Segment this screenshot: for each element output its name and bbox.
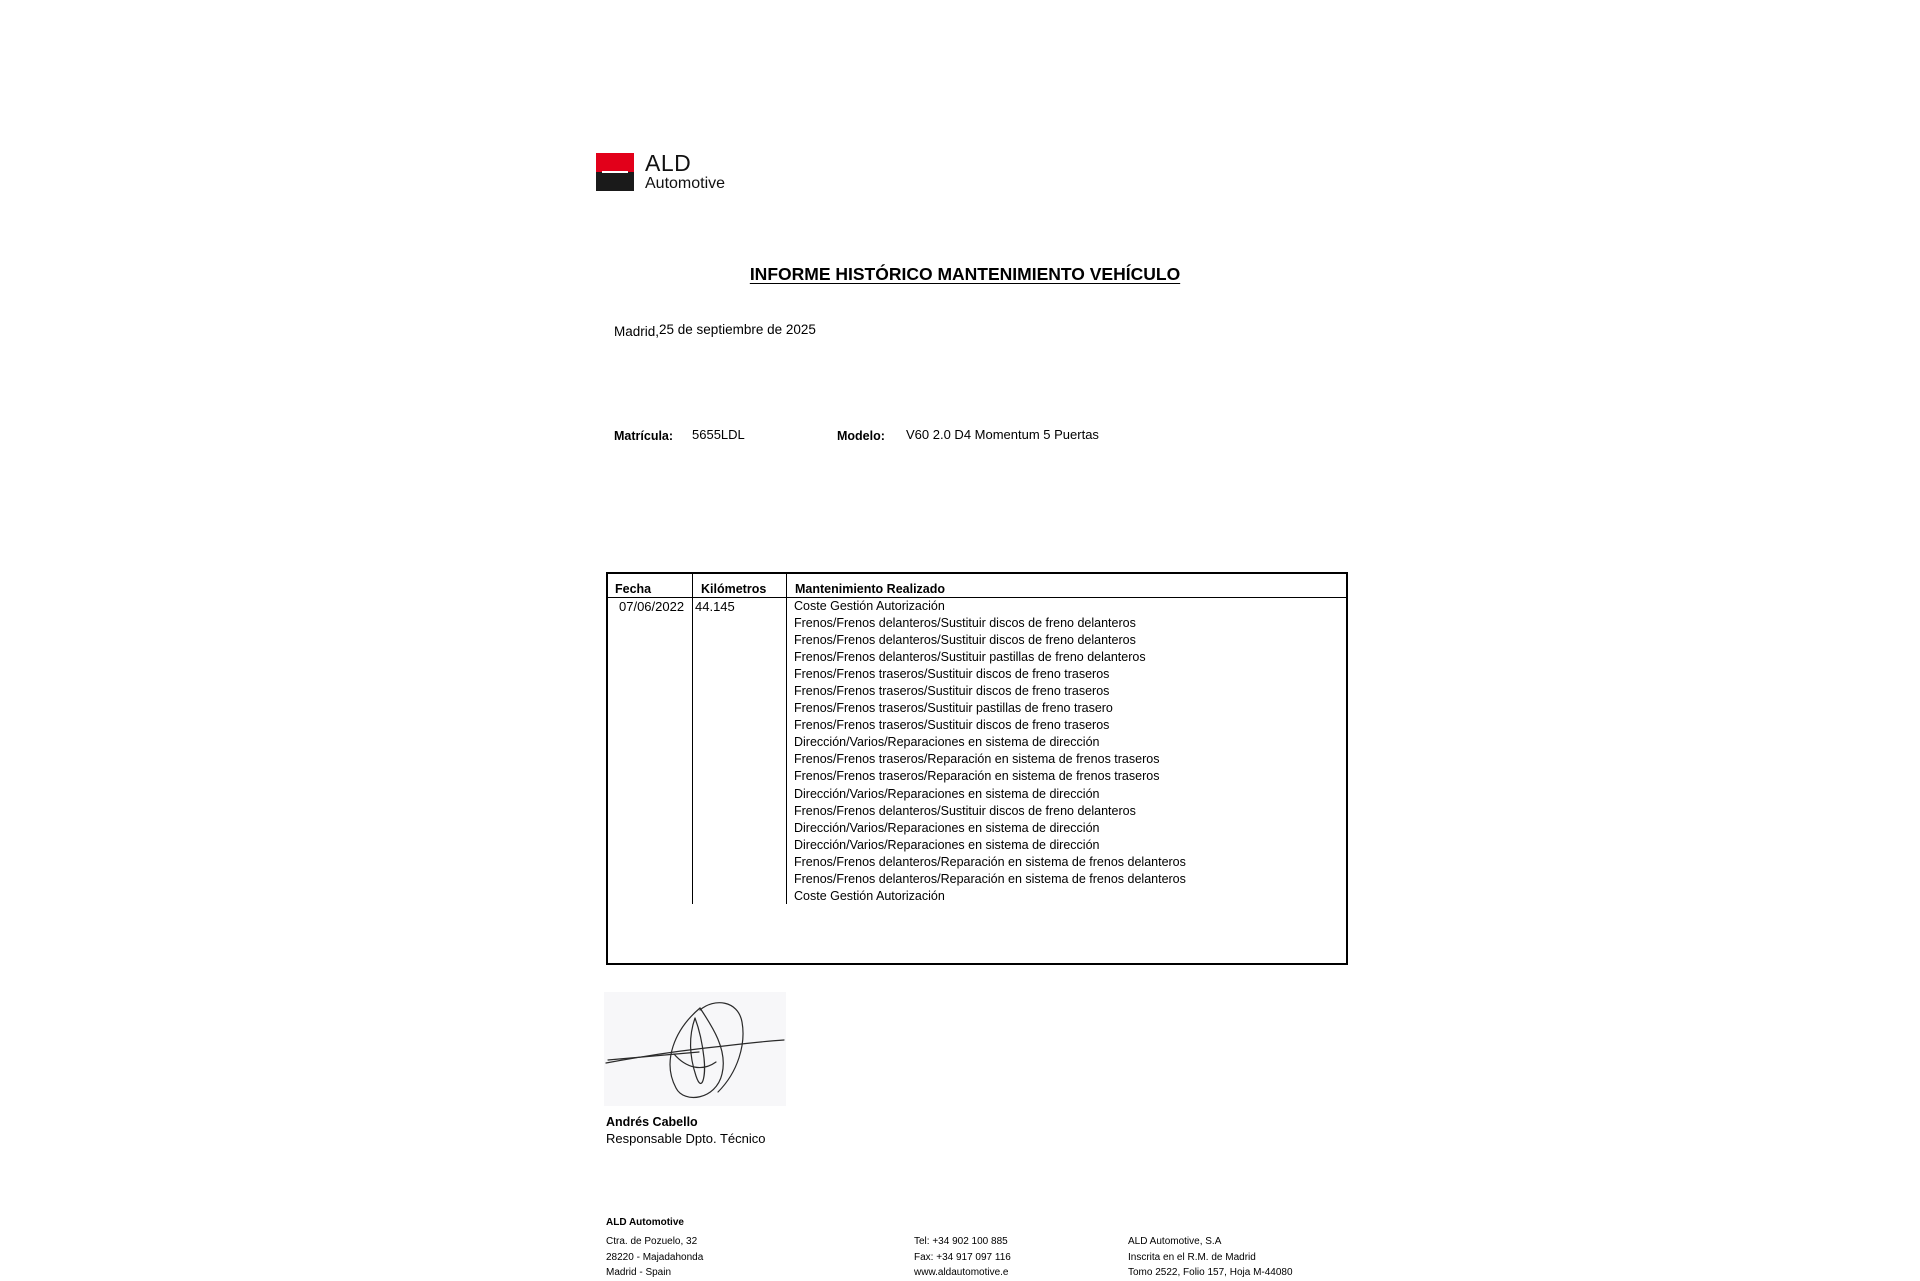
footer-contact	[914, 1234, 1011, 1281]
list-item: Coste Gestión Autorización	[794, 599, 945, 613]
list-item: Frenos/Frenos delanteros/Sustituir pastillas de freno delanteros	[794, 650, 1146, 665]
list-item: Frenos/Frenos delanteros/Sustituir discos de freno delanteros	[794, 616, 1136, 631]
logo-text-automotive: Automotive	[645, 175, 726, 192]
footer-line: Ctra. de Pozuelo, 32	[606, 1236, 698, 1247]
list-item: Coste Gestión Autorización	[794, 888, 945, 903]
signature-image	[604, 992, 786, 1106]
list-item: Frenos/Frenos traseros/Sustituir discos de freno traseros	[794, 667, 1110, 682]
signatory-role: Responsable Dpto. Técnico	[606, 1131, 766, 1146]
model-value: V60 2.0 D4 Momentum 5 Puertas	[906, 427, 1099, 442]
table-column-divider	[692, 573, 693, 904]
logo-text-ald: ALD	[645, 150, 692, 176]
footer-line: Madrid - Spain	[606, 1267, 672, 1278]
list-item: Frenos/Frenos traseros/Reparación en sistema de frenos traseros	[794, 752, 1160, 767]
model-label: Modelo:	[837, 429, 885, 443]
header-date: Fecha	[615, 582, 652, 596]
footer-address	[606, 1234, 703, 1281]
ald-logo-square-icon	[596, 153, 634, 191]
list-item: Dirección/Varios/Reparaciones en sistema de dirección	[794, 735, 1100, 750]
list-item: Dirección/Varios/Reparaciones en sistema de dirección	[794, 820, 1100, 835]
signatory-name: Andrés Cabello	[606, 1115, 698, 1129]
header-km: Kilómetros	[701, 582, 767, 596]
report-date: 25 de septiembre de 2025	[659, 322, 816, 337]
footer-registry	[1128, 1234, 1293, 1281]
report-date-line	[614, 324, 816, 339]
footer-line: ALD Automotive, S.A	[1128, 1236, 1222, 1247]
report-place: Madrid,	[614, 324, 660, 339]
row-date: 07/06/2022	[619, 599, 685, 614]
ald-automotive-logo	[596, 150, 740, 193]
footer-website[interactable]: www.aldautomotive.e	[914, 1267, 1009, 1278]
footer-line: Fax: +34 917 097 116	[914, 1251, 1011, 1263]
list-item: Frenos/Frenos delanteros/Reparación en sistema de frenos delanteros	[794, 871, 1186, 886]
list-item: Frenos/Frenos delanteros/Sustituir discos de freno delanteros	[794, 633, 1136, 648]
list-item: Frenos/Frenos traseros/Sustituir pastillas de freno trasero	[794, 701, 1113, 716]
footer-line: Tel: +34 902 100 885	[914, 1236, 1008, 1247]
list-item: Frenos/Frenos traseros/Sustituir discos de freno traseros	[794, 684, 1110, 699]
report-title: INFORME HISTÓRICO MANTENIMIENTO VEHÍCULO	[749, 264, 1181, 284]
table-column-divider	[786, 573, 787, 904]
footer-line: 28220 - Majadahonda	[606, 1251, 704, 1263]
footer-company: ALD Automotive	[606, 1217, 684, 1228]
header-work: Mantenimiento Realizado	[795, 582, 946, 596]
list-item: Frenos/Frenos traseros/Reparación en sistema de frenos traseros	[794, 769, 1160, 784]
footer-line: Tomo 2522, Folio 157, Hoja M-44080	[1128, 1267, 1293, 1278]
list-item: Frenos/Frenos traseros/Sustituir discos de freno traseros	[794, 718, 1110, 733]
plate-label: Matrícula:	[614, 429, 674, 443]
plate-value: 5655LDL	[692, 427, 745, 442]
maintenance-items-list	[794, 598, 1186, 905]
list-item: Frenos/Frenos delanteros/Sustituir discos de freno delanteros	[794, 803, 1136, 818]
footer-line: Inscrita en el R.M. de Madrid	[1128, 1251, 1256, 1263]
signature-scribble-icon	[604, 992, 786, 1106]
list-item: Dirección/Varios/Reparaciones en sistema de dirección	[794, 837, 1100, 852]
list-item: Frenos/Frenos delanteros/Reparación en sistema de frenos delanteros	[794, 854, 1186, 869]
list-item: Dirección/Varios/Reparaciones en sistema de dirección	[794, 786, 1100, 801]
row-km: 44.145	[695, 599, 735, 614]
